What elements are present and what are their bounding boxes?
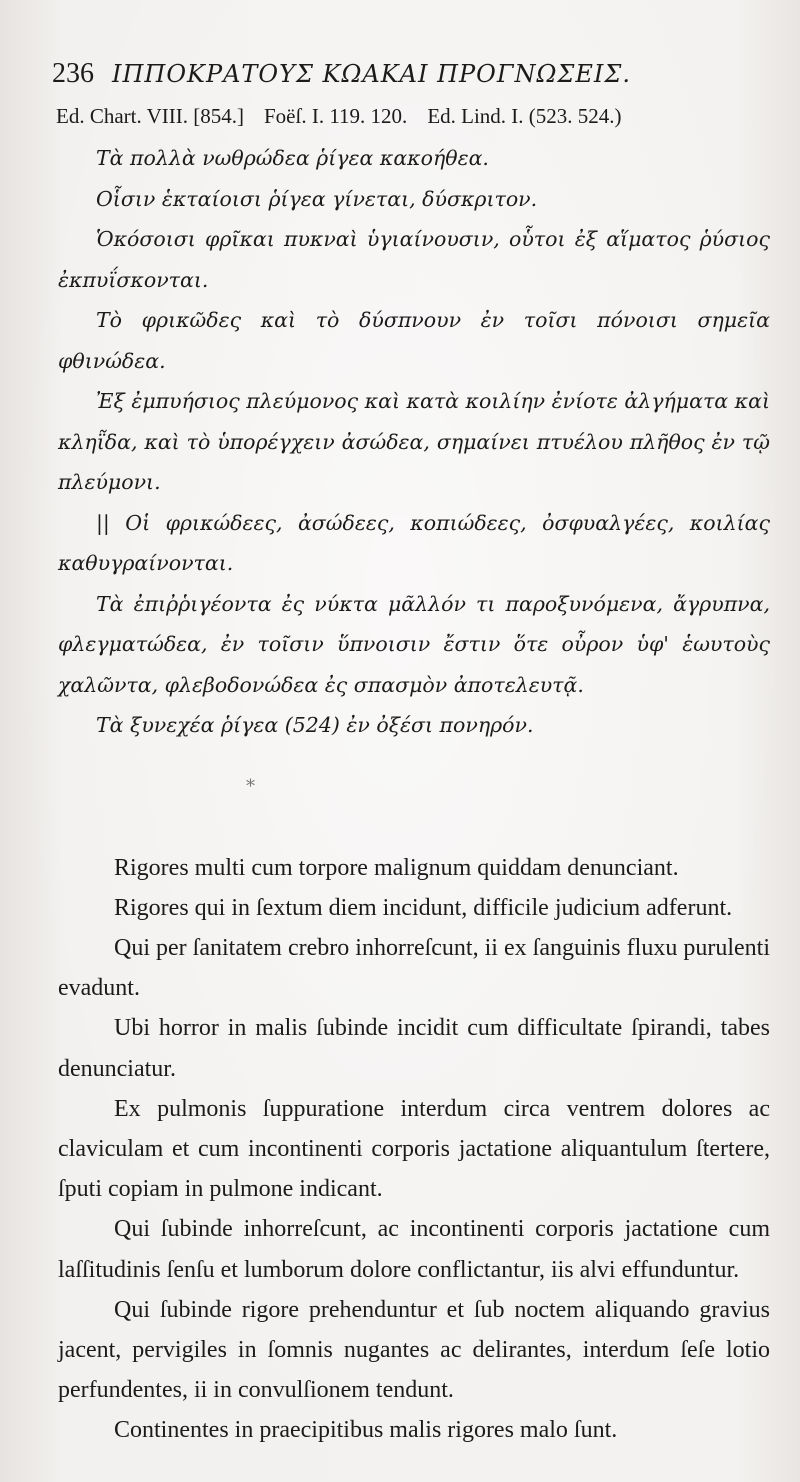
- greek-paragraph: Τὸ φρικῶδες καὶ τὸ δύσπνουν ἐν τοῖσι πόνοισι σημεῖα φθινώδεα.: [58, 308, 770, 373]
- latin-text: [58, 848, 770, 1451]
- greek-paragraph: Τὰ ἐπιῤῥιγέοντα ἐς νύκτα μᾶλλόν τι παροξυνόμενα, ἄγρυπνα, φλεγματώδεα, ἐν τοῖσιν ὕπνοισιν ἔστιν ὅτε οὖρον ὑφ' ἑωυτοὺς χαλῶντα, φλεβοδονώδεα ἐς σπασμὸν ἀποτελευτᾷ.: [58, 591, 770, 697]
- latin-paragraph: Qui ſubinde rigore prehenduntur et ſub noctem aliquando gravius jacent, pervigiles in ſomnis nugantes ac delirantes, interdum ſeſe lotio perfundentes, ii in convulſionem tendunt.: [58, 1296, 770, 1404]
- greek-paragraph: Ὁκόσοισι φρῖκαι πυκναὶ ὑγιαίνουσιν, οὗτοι ἐξ αἵματος ῥύσιος ἐκπυΐσκονται.: [58, 227, 770, 292]
- section-divider: [58, 746, 770, 848]
- ref-chart: Ed. Chart. VIII. [854.]: [56, 104, 244, 128]
- latin-paragraph: Rigores qui in ſextum diem incidunt, difficile judicium adferunt.: [114, 894, 733, 921]
- running-title: ΙΠΠΟΚΡΑΤΟΥΣ ΚΩΑΚΑΙ ΠΡΟΓΝΩΣΕΙΣ.: [112, 60, 631, 88]
- latin-paragraph: Ex pulmonis ſuppuratione interdum circa ventrem dolores ac claviculam et cum incontinenti corporis jactatione aliquantulum ſtertere, ſputi copiam in pulmone indicant.: [58, 1095, 770, 1203]
- greek-paragraph: || Οἱ φρικώδεες, ἀσώδεες, κοπιώδεες, ὀσφυαλγέες, κοιλίας καθυγραίνονται.: [58, 510, 770, 575]
- greek-text: [58, 138, 770, 746]
- greek-paragraph: Τὰ ξυνεχέα ῥίγεα (524) ἐν ὀξέσι πονηρόν.: [96, 713, 534, 737]
- running-head: [52, 52, 770, 96]
- latin-paragraph: Continentes in praecipitibus malis rigores malo ſunt.: [114, 1417, 618, 1444]
- latin-paragraph: Qui ſubinde inhorreſcunt, ac incontinenti corporis jactatione cum laſſitudinis ſenſu et lumborum dolore conflictantur, iis alvi effunduntur.: [58, 1216, 770, 1283]
- greek-paragraph: Οἷσιν ἑκταίοισι ῥίγεα γίνεται, δύσκριτον.: [96, 186, 538, 211]
- edition-references: [56, 96, 770, 136]
- ref-lind: Ed. Lind. I. (523. 524.): [427, 104, 622, 128]
- ref-foes: Foëſ. I. 119. 120.: [264, 104, 408, 128]
- ornament-mark: *: [246, 775, 255, 797]
- greek-paragraph: Ἐξ ἐμπυήσιος πλεύμονος καὶ κατὰ κοιλίην ἐνίοτε ἀλγήματα καὶ κληῗδα, καὶ τὸ ὑπορέγχειν ἀσώδεα, σημαίνει πτυέλου πλῆθος ἐν τῷ πλεύμονι.: [58, 389, 770, 494]
- page-number: 236: [52, 58, 94, 89]
- greek-paragraph: Τὰ πολλὰ νωθρώδεα ῥίγεα κακοήθεα.: [96, 146, 489, 170]
- latin-paragraph: Rigores multi cum torpore malignum quiddam denunciant.: [114, 854, 679, 881]
- latin-paragraph: Qui per ſanitatem crebro inhorreſcunt, ii ex ſanguinis fluxu purulenti evadunt.: [58, 934, 770, 1002]
- latin-paragraph: Ubi horror in malis ſubinde incidit cum difficultate ſpirandi, tabes denunciatur.: [58, 1015, 770, 1082]
